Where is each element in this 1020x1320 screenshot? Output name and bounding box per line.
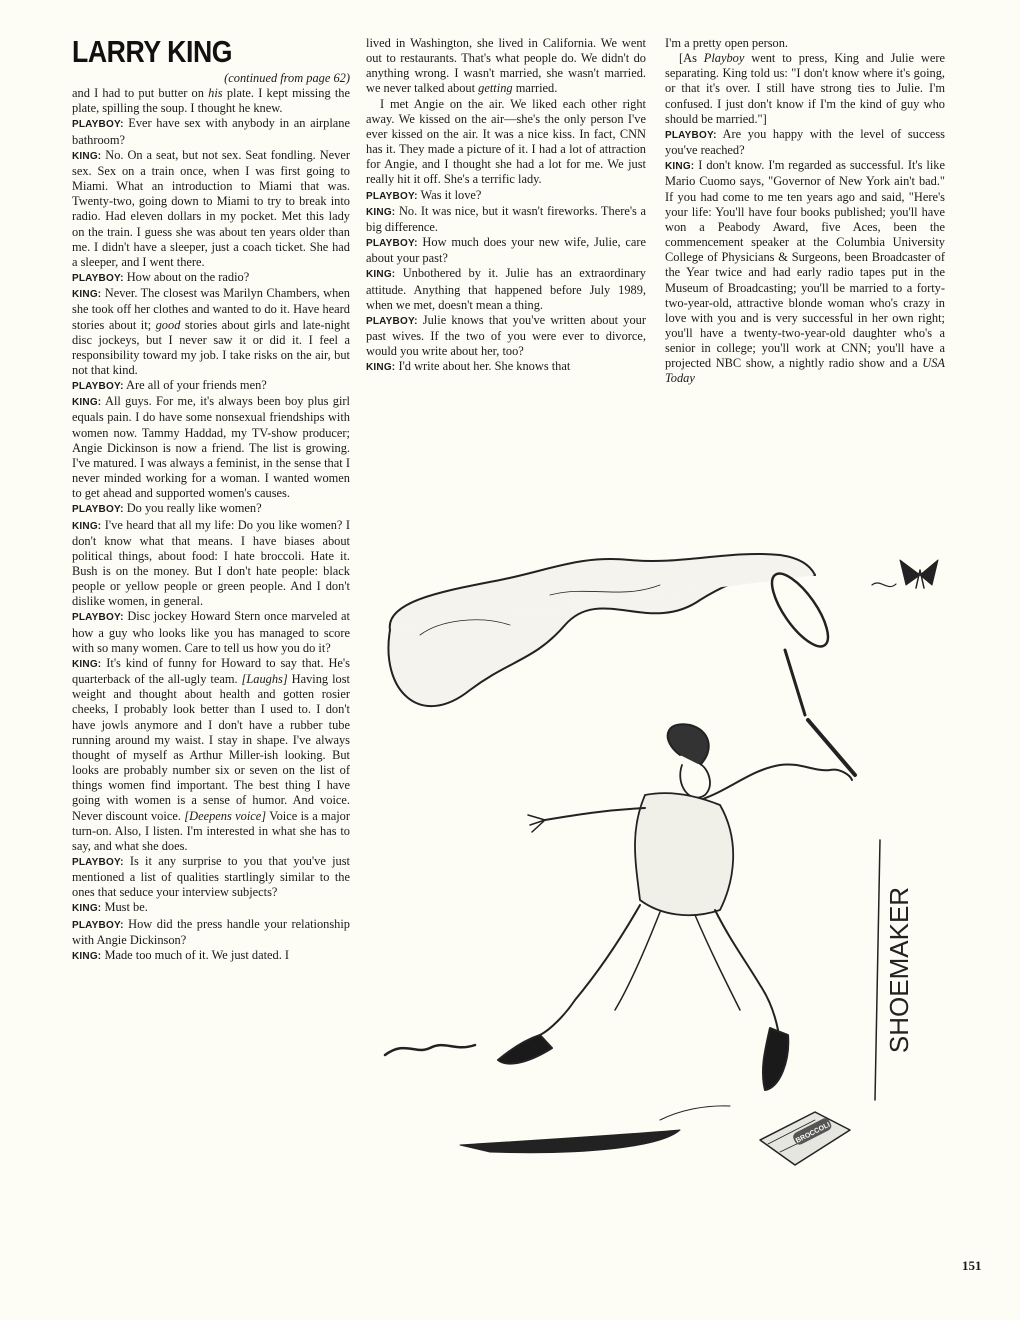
speaker-label: PLAYBOY: — [72, 119, 124, 131]
ground-shadow — [460, 1130, 680, 1153]
speaker-label: KING: — [72, 289, 102, 301]
speaker-label: PLAYBOY: — [366, 238, 418, 250]
text-run: Is it any surprise to you that you've just mentioned a list of qualities startlingly similar to the ones that seduce your interview subjects? — [72, 853, 350, 900]
text-run: Julie knows that you've written about your past wives. If the two of you were ever to divorce, would you write about her, too? — [366, 312, 646, 359]
qa-paragraph — [72, 148, 350, 270]
text-run: Made too much of it. We just dated. I — [101, 947, 290, 962]
qa-paragraph — [72, 609, 350, 655]
qa-paragraph — [665, 158, 945, 386]
qa-paragraph — [366, 359, 646, 375]
body-paragraph — [366, 36, 646, 97]
speaker-label: KING: — [72, 903, 102, 915]
qa-paragraph — [72, 286, 350, 378]
speaker-label: PLAYBOY: — [366, 315, 418, 327]
speaker-label: KING: — [665, 161, 695, 173]
text-run: Are all of your friends men? — [123, 378, 267, 393]
speaker-label: PLAYBOY: — [72, 273, 124, 285]
qa-paragraph — [72, 394, 350, 501]
text-run: married. — [512, 81, 558, 96]
text-run: plate. I kept missing the plate, spilling the soup. I thought he knew. — [72, 86, 350, 116]
text-run: It's kind of funny for Howard to say that. He's quarterback of the all-ugly team. — [72, 655, 350, 687]
qa-paragraph — [366, 188, 646, 204]
motion-lines — [385, 1045, 730, 1120]
qa-paragraph — [665, 127, 945, 158]
discarded-broccoli-wrapper — [760, 1112, 850, 1165]
body-paragraph — [665, 51, 945, 127]
running-man — [498, 724, 852, 1090]
cartoon-illustration — [360, 540, 960, 1180]
body-paragraph — [366, 97, 646, 188]
speaker-label: PLAYBOY: — [72, 856, 124, 868]
butterfly-net-bag — [388, 554, 815, 706]
italic-text: his — [208, 86, 223, 101]
speaker-label: KING: — [72, 658, 102, 670]
qa-paragraph — [72, 656, 350, 854]
text-run: I'm a pretty open person. — [665, 36, 789, 50]
speaker-label: PLAYBOY: — [665, 129, 717, 141]
qa-paragraph — [72, 948, 350, 964]
text-run: I've heard that all my life: Do you like women? I don't know what that means. I have biases about political things, about food: I hate broccoli. Hate it. Bush is on the money. But I don't hate people: black people or yellow people or green people. And I don't dislike women, in general. — [72, 517, 350, 609]
wrapper-label: BROCCOLI — [794, 1121, 832, 1145]
qa-paragraph — [72, 501, 350, 517]
body-paragraph — [665, 36, 945, 51]
text-run: I don't know. I'm regarded as successful. It's like Mario Cuomo says, "Governor of New York ain't bad." If you had come to me ten years ago and said, "Here's your life: You'll have four books published; you'll have won a Peabody Award, five Aces, been the commencement speaker at the Columbia University College of Physicians & Surgeons, been Broadcaster of the Year twice and had early radio tapes put in the Museum of Broadcasting; you'll be married to a forty-two-year-old, attractive blonde woman who's crazy in love with you and is very successful in her own right; you'll have a twenty-two-year-old daughter who's a senior in college; you'll work at CNN; you'll have a projected NBC show, a nightly radio show and a — [665, 158, 945, 371]
text-run: Was it love? — [417, 187, 482, 202]
speaker-label: KING: — [72, 150, 102, 162]
text-run: I'd write about her. She knows that — [395, 359, 571, 374]
text-run: How did the press handle your relationship with Angie Dickinson? — [72, 916, 350, 947]
text-run: went to press, King and Julie were separating. King told us: "I don't know where it's going, or that it's over. I still have strong ties to Julie. I'm confused. I just don't know if I'm the kind of guy who should be married."] — [665, 51, 945, 126]
body-paragraph — [72, 86, 350, 116]
text-run: Ever have sex with anybody in an airplane bathroom? — [72, 116, 350, 147]
text-run: lived in Washington, she lived in California. We went out to restaurants. That's what people do. We didn't do anything wrong. I wasn't married, she wasn't married. we never talked about — [366, 36, 646, 96]
speaker-label: KING: — [72, 950, 102, 962]
text-run: How about on the radio? — [123, 270, 250, 285]
text-run: stories about girls and late-night disc jockeys, but I never saw it or did it. I feel a responsibility toward my job. I take risks on the air, but not that kind. — [72, 317, 350, 377]
italic-text: Playboy — [703, 51, 745, 66]
qa-paragraph — [72, 518, 350, 610]
text-run: Unbothered by it. Julie has an extraordinary attitude. Anything that happened before July 1989, when we met, doesn't mean a thing. — [366, 266, 646, 312]
page-number: 151 — [962, 1258, 982, 1273]
text-run: How much does your new wife, Julie, care about your past? — [366, 235, 646, 266]
qa-paragraph — [72, 900, 350, 916]
text-run: [As — [679, 51, 704, 66]
speaker-label: PLAYBOY: — [72, 919, 124, 931]
speaker-label: PLAYBOY: — [72, 612, 124, 624]
italic-text: good — [155, 317, 181, 332]
text-run: No. It was nice, but it wasn't fireworks. There's a big difference. — [366, 203, 646, 234]
text-run: Never. The closest was Marilyn Chambers, when she took off her clothes and wanted to do it. Have heard stories about it; — [72, 286, 350, 332]
text-run: No. On a seat, but not sex. Seat fondling. Never sex. Sex on a train once, when I was first going to Miami. What an introduction to Miami that was. Twenty-two, going down to Miami to try to break into radio. Had eleven dollars in my pocket. Met this lady on the train. I guess she was about ten years older than me. I didn't have a sleeper, just a coach ticket. She had a sleeper, and I went there. — [72, 147, 350, 269]
speaker-label: KING: — [366, 362, 396, 374]
article-header: LARRY KING — [72, 34, 233, 69]
butterfly-icon — [872, 560, 938, 588]
text-run: I met Angie on the air. We liked each other right away. We kissed on the air—she's the only person I've ever kissed on the air. It was a nice kiss. In fact, CNN has it. They made a picture of it. I had a lot of attraction for Angie, and I thought she had a lot for me. We just really hit it off. She's a terrific lady. — [366, 96, 646, 187]
italic-text: USA Today — [665, 356, 945, 386]
text-run: Having lost weight and thought about health and gotten rosier cheeks, I probably look better than I used to. I don't have jowls anymore and I don't have a rubber tube running around my waist. I stay in shape. I've always thought of myself as Arthur Miller-ish looking. But looks are probably number six or seven on the list of things women find important. The best thing I have going with women is a sense of humor. And voice. Never discount voice. — [72, 672, 351, 823]
qa-paragraph — [72, 116, 350, 147]
text-run: Disc jockey Howard Stern once marveled at how a guy who looks like you has managed to score with so many women. Care to tell us how you do it? — [72, 609, 350, 655]
qa-paragraph — [72, 270, 350, 286]
speaker-label: PLAYBOY: — [72, 504, 124, 516]
italic-text: [Laughs] — [241, 672, 288, 687]
text-column-1 — [72, 36, 350, 964]
speaker-label: KING: — [72, 520, 102, 532]
net-rim-and-handle — [762, 566, 855, 775]
qa-paragraph — [366, 313, 646, 359]
continued-note: (continued from page 62) — [224, 71, 350, 85]
italic-text: getting — [478, 81, 513, 96]
signature-mark — [875, 840, 914, 1100]
qa-paragraph — [72, 854, 350, 900]
text-run: All guys. For me, it's always been boy plus girl equals pain. I do have some nonsexual friendships with women now. Tammy Haddad, my TV-show producer; Angie Dickinson is now a friend. The list is growing. I've matured. I was always a feminist, in the sense that I never minded working for a woman. I wanted women to get ahead and supported women's causes. — [72, 394, 350, 501]
italic-text: [Deepens voice] — [184, 808, 267, 823]
text-run: Voice is a major turn-on. Also, I listen. I'm interested in what she has to say, and what she does. — [72, 808, 350, 853]
text-column-3 — [665, 36, 945, 387]
text-run: and I had to put butter on — [72, 86, 209, 101]
qa-paragraph — [366, 235, 646, 266]
qa-paragraph — [366, 204, 646, 235]
speaker-label: PLAYBOY: — [366, 190, 418, 202]
speaker-label: PLAYBOY: — [72, 381, 124, 393]
text-run: Must be. — [101, 900, 148, 915]
qa-paragraph — [366, 266, 646, 312]
text-column-2 — [366, 36, 646, 375]
speaker-label: KING: — [366, 269, 396, 281]
speaker-label: KING: — [72, 397, 102, 409]
text-run: Do you really like women? — [123, 501, 262, 516]
speaker-label: KING: — [366, 206, 396, 218]
qa-paragraph — [72, 917, 350, 948]
text-run: Are you happy with the level of success you've reached? — [665, 126, 945, 158]
artist-signature: SHOEMAKER — [884, 886, 914, 1054]
qa-paragraph — [72, 378, 350, 394]
